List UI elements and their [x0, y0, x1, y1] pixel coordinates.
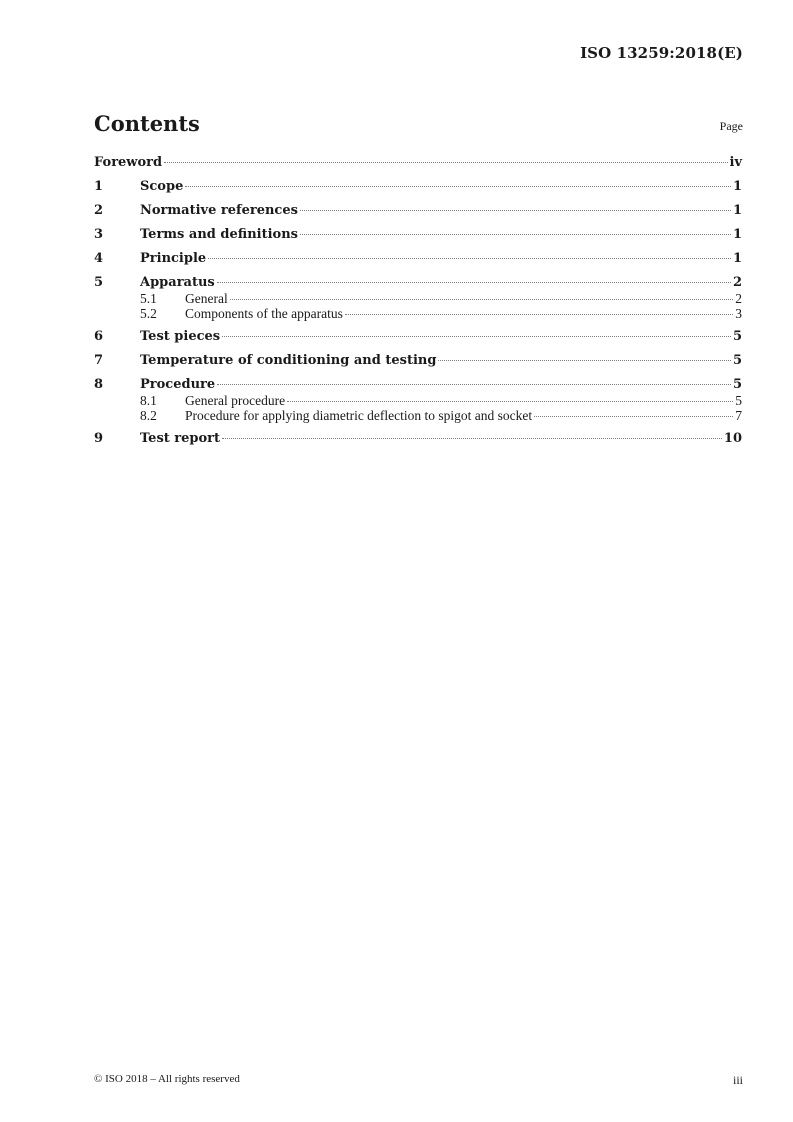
toc-entry-page: 5 [732, 353, 742, 368]
toc-entry-procedure[interactable] [94, 377, 742, 393]
toc-entry-temperature[interactable] [94, 353, 742, 369]
toc-entry-page: 1 [732, 179, 742, 194]
dot-leader [185, 186, 731, 187]
toc-entry-number: 1 [94, 179, 104, 194]
toc-entry-title: General procedure [185, 393, 286, 408]
toc-entry-number: 8.2 [140, 408, 157, 423]
toc-entry-number: 5.2 [140, 306, 157, 321]
dot-leader [217, 384, 731, 385]
toc-entry-page: iv [729, 155, 742, 170]
dot-leader [287, 401, 733, 402]
page-number: iii [732, 1073, 743, 1087]
toc-entry-page: 1 [732, 251, 742, 266]
toc-entry-number: 8 [94, 377, 104, 392]
toc-entry-title: Test report [140, 431, 221, 446]
toc-entry-scope[interactable] [94, 179, 742, 195]
toc-entry-principle[interactable] [94, 251, 742, 267]
page-column-label: Page [719, 119, 743, 133]
copyright-notice: © ISO 2018 – All rights reserved [94, 1073, 240, 1085]
toc-subentry-deflection-procedure[interactable] [94, 408, 742, 423]
toc-entry-number: 7 [94, 353, 104, 368]
toc-entry-title: Procedure for applying diametric deflection to spigot and socket [185, 408, 533, 423]
dot-leader [222, 438, 722, 439]
toc-entry-number: 4 [94, 251, 104, 266]
toc-entry-page: 5 [735, 393, 742, 408]
toc-entry-title: Test pieces [140, 329, 221, 344]
toc-entry-foreword[interactable] [94, 155, 742, 171]
toc-entry-page: 1 [732, 227, 742, 242]
dot-leader [230, 299, 734, 300]
dot-leader [438, 360, 731, 361]
toc-entry-title: Terms and definitions [140, 227, 298, 242]
toc-entry-page: 5 [732, 329, 742, 344]
toc-entry-title: Scope [140, 179, 184, 194]
toc-entry-page: 10 [723, 431, 742, 446]
toc-entry-title: Components of the apparatus [185, 306, 343, 321]
toc-entry-title: General [185, 291, 228, 306]
table-of-contents [94, 155, 742, 447]
toc-entry-page: 5 [732, 377, 742, 392]
toc-subentry-general-procedure[interactable] [94, 393, 742, 408]
dot-leader [345, 314, 733, 315]
toc-entry-title: Foreword [94, 155, 163, 170]
toc-entry-page: 7 [735, 408, 742, 423]
toc-entry-test-report[interactable] [94, 431, 742, 447]
dot-leader [534, 416, 733, 417]
toc-entry-page: 2 [735, 291, 742, 306]
document-id: ISO 13259:2018(E) [580, 44, 743, 62]
toc-entry-test-pieces[interactable] [94, 329, 742, 345]
toc-entry-title: Principle [140, 251, 207, 266]
dot-leader [208, 258, 731, 259]
toc-entry-title: Temperature of conditioning and testing [140, 353, 437, 368]
toc-entry-number: 6 [94, 329, 104, 344]
toc-entry-page: 1 [732, 203, 742, 218]
toc-entry-title: Procedure [140, 377, 216, 392]
contents-title: Contents [94, 111, 200, 136]
toc-entry-number: 3 [94, 227, 104, 242]
toc-entry-number: 5 [94, 275, 104, 290]
toc-entry-apparatus[interactable] [94, 275, 742, 291]
toc-entry-terms-and-definitions[interactable] [94, 227, 742, 243]
dot-leader [164, 162, 727, 163]
toc-entry-page: 2 [732, 275, 742, 290]
toc-entry-number: 8.1 [140, 393, 157, 408]
toc-entry-page: 3 [735, 306, 742, 321]
toc-entry-number: 5.1 [140, 291, 157, 306]
toc-entry-number: 2 [94, 203, 104, 218]
toc-entry-title: Normative references [140, 203, 298, 218]
toc-entry-number: 9 [94, 431, 104, 446]
toc-subentry-components[interactable] [94, 306, 742, 321]
dot-leader [300, 210, 731, 211]
dot-leader [300, 234, 731, 235]
dot-leader [217, 282, 731, 283]
dot-leader [222, 336, 731, 337]
toc-entry-normative-references[interactable] [94, 203, 742, 219]
toc-subentry-general[interactable] [94, 291, 742, 306]
toc-entry-title: Apparatus [140, 275, 215, 290]
